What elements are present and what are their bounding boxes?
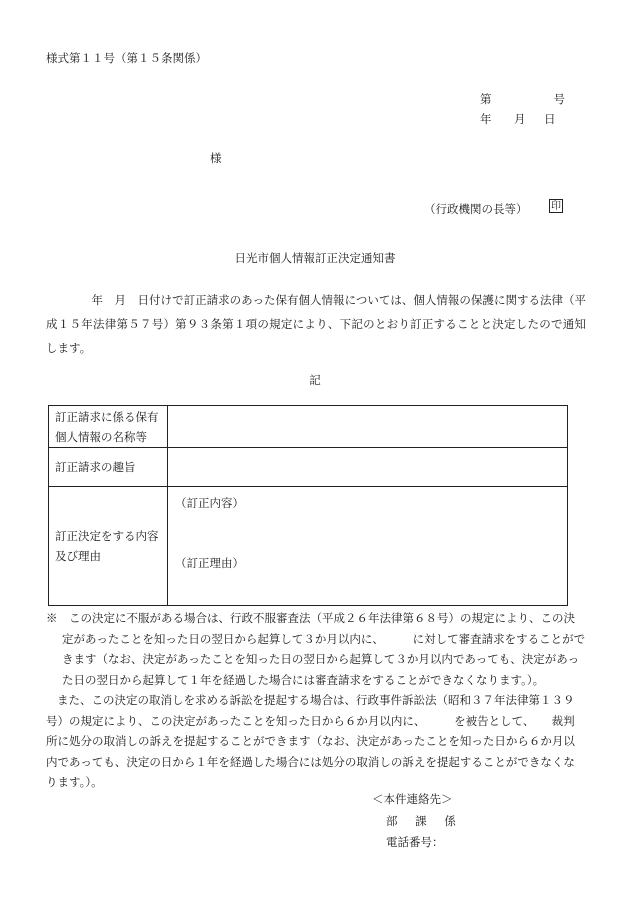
table-row xyxy=(49,487,568,606)
unit-label: 係 xyxy=(444,813,456,828)
issue-date xyxy=(480,111,556,127)
row2-value xyxy=(168,448,568,487)
contact-heading: ＜本件連絡先＞ xyxy=(372,792,453,806)
document-number xyxy=(480,91,565,107)
form-number: 様式第１１号（第１５条関係） xyxy=(46,51,207,65)
number-suffix: 号 xyxy=(553,92,565,106)
date-month: 月 xyxy=(514,112,526,126)
table-row xyxy=(49,406,568,448)
issuing-authority: （行政機関の長等） xyxy=(424,202,528,216)
appeal-notes xyxy=(46,608,586,793)
correction-content-label: （訂正内容） xyxy=(175,496,244,510)
addressee-honorific: 様 xyxy=(210,151,222,165)
section-label: 課 xyxy=(415,813,441,828)
date-year: 年 xyxy=(480,112,492,126)
body-text: 年 月 日付けで訂正請求のあった保有個人情報については、個人情報の保護に関する法律（平成１５年法律第５７号）第９３条第１項の規定により、下記のとおり訂正することと決定したので通知します。 xyxy=(46,293,586,355)
row3-value xyxy=(168,487,568,606)
row3-label: 訂正決定をする内容及び理由 xyxy=(49,487,168,606)
contact-phone: 電話番号： xyxy=(386,835,444,849)
row1-value xyxy=(168,406,568,448)
body-paragraph xyxy=(46,288,586,360)
number-prefix: 第 xyxy=(480,92,492,106)
note-review-request: ※ この決定に不服がある場合は、行政不服審査法（平成２６年法律第６８号）の規定により、この決定があったことを知った日の翌日から起算して３か月以内に、 に対して審査請求をすることができます（なお、決定があったことを知った日の翌日から起算して３か月以内であっても、決定があった日の翌日から起算して１年を経過した場合には審査請求をすることができなくなります。）。 xyxy=(46,611,586,687)
row1-label: 訂正請求に係る保有個人情報の名称等 xyxy=(49,406,168,448)
dept-label: 部 xyxy=(386,813,412,828)
date-day: 日 xyxy=(544,112,556,126)
seal-mark: 印 xyxy=(551,201,561,212)
contact-department xyxy=(372,811,456,833)
details-table xyxy=(48,405,568,606)
ki-heading: 記 xyxy=(309,373,321,387)
row2-label: 訂正請求の趣旨 xyxy=(49,448,168,487)
table-row xyxy=(49,448,568,487)
correction-reason-label: （訂正理由） xyxy=(175,556,244,570)
document-title: 日光市個人情報訂正決定通知書 xyxy=(234,251,396,265)
note-lawsuit: また、この決定の取消しを求める訴訟を提起する場合は、行政事件訴訟法（昭和３７年法律第１３９号）の規定により、この決定があったことを知った日から６か月以内に、 を被告として、 裁判所に処分の取消しの訴えを提起することができます（なお、決定があったことを知った日から６か月以内であっても、決定の日から１年を経過した場合には処分の取消しの訴えを提起することができなくなります。）。 xyxy=(46,693,575,789)
contact-block xyxy=(372,789,456,854)
